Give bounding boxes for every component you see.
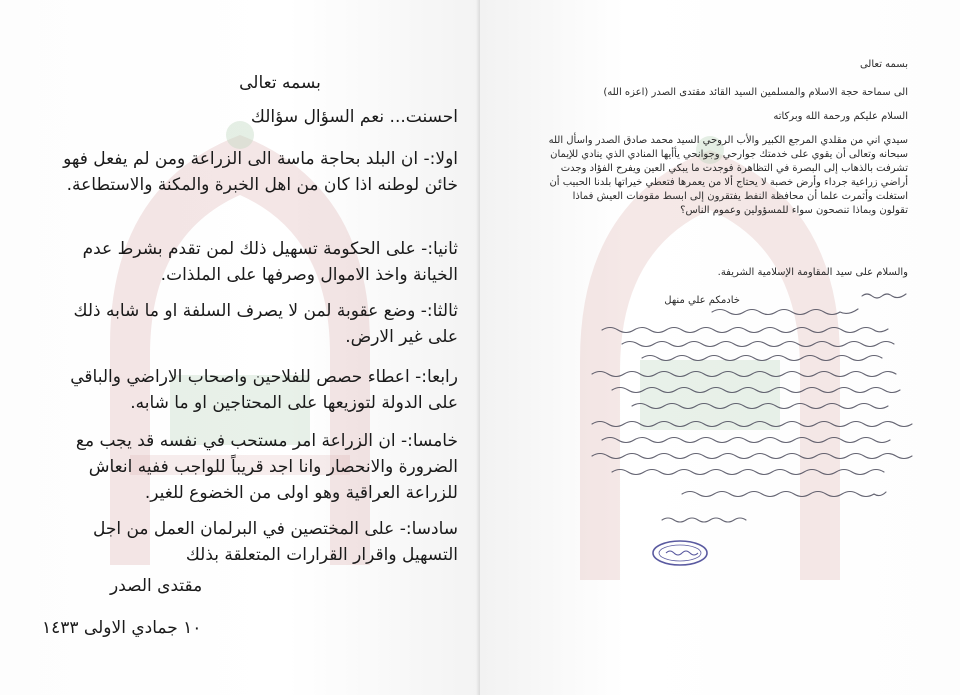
question-page xyxy=(480,0,960,695)
reply-point-2: ثانيا:- على الحكومة تسهيل ذلك لمن تقدم بشرط عدم الخيانة واخذ الاموال وصرفها على الملذات. xyxy=(82,239,458,285)
question-closing: والسلام على سيد المقاومة الإسلامية الشريفة. xyxy=(717,267,908,278)
question-greeting: السلام عليكم ورحمة الله وبركاته xyxy=(773,111,908,122)
reply-basmala: بسمه تعالى xyxy=(239,73,321,93)
reply-date: ١٠ جمادي الاولى ١٤٣٣ xyxy=(42,618,202,638)
reply-point-4: رابعا:- اعطاء حصص للفلاحين واصحاب الاراضي والباقي على الدولة لتوزيعها على المحتاجين او ما شابه. xyxy=(70,367,458,413)
reply-point-1: اولا:- ان البلد بحاجة ماسة الى الزراعة ومن لم يفعل فهو خائن لوطنه اذا كان من اهل الخبرة والمكنة والاستطاعة. xyxy=(63,149,458,195)
reply-letter xyxy=(40,0,458,695)
reply-point-3: ثالثا:- وضع عقوبة لمن لا يصرف السلفة او ما شابه ذلك على غير الارض. xyxy=(73,301,458,347)
question-addressee: الى سماحة حجة الاسلام والمسلمين السيد القائد مقتدى الصدر (اعزه الله) xyxy=(603,87,908,98)
reply-point-6: سادسا:- على المختصين في البرلمان العمل من اجل التسهيل واقرار القرارات المتعلقة بذلك xyxy=(92,519,458,565)
reply-signer: مقتدى الصدر xyxy=(110,576,203,596)
oval-seal-stamp xyxy=(650,538,710,568)
question-basmala: بسمه تعالى xyxy=(859,59,908,70)
question-body: سيدي اني من مقلدي المرجع الكبير والأب الروحي السيد محمد صادق الصدر واسأل الله سبحانه وتعالى أن يقوي على خدمتك جوارحي وجوانحي يأأيها المنادي الذي ينادي للإيمان تشرفت بالذهاب إلى البصرة في التظاهرة فوجدت ما يبكي العين ويفرح الفؤاد وجدت أراضي زراعية جرداء وأرض خصبة لا يحتاج ألا من يعمرها فتعطي خيراتها بلدنا الحبيب أن استغلت وأثمرت علما أن محافظة النفط يفتقرون إلى ابسط مقومات العيش فماذا تقولون وبماذا تنصحون سواء للمسؤولين وعموم الناس؟ xyxy=(548,135,908,216)
question-sender: خادمكم علي منهل xyxy=(664,295,740,306)
reply-point-5: خامسا:- ان الزراعة امر مستحب في نفسه قد يجب مع الضرورة والانحصار وانا اجد قريباً للواجب ففيه انعاش للزراعة العراقية وهو اولى من الخضوع للغير. xyxy=(75,431,458,503)
handwritten-reply-scribble xyxy=(562,290,942,530)
reply-intro: احسنت... نعم السؤال سؤالك xyxy=(250,107,458,127)
